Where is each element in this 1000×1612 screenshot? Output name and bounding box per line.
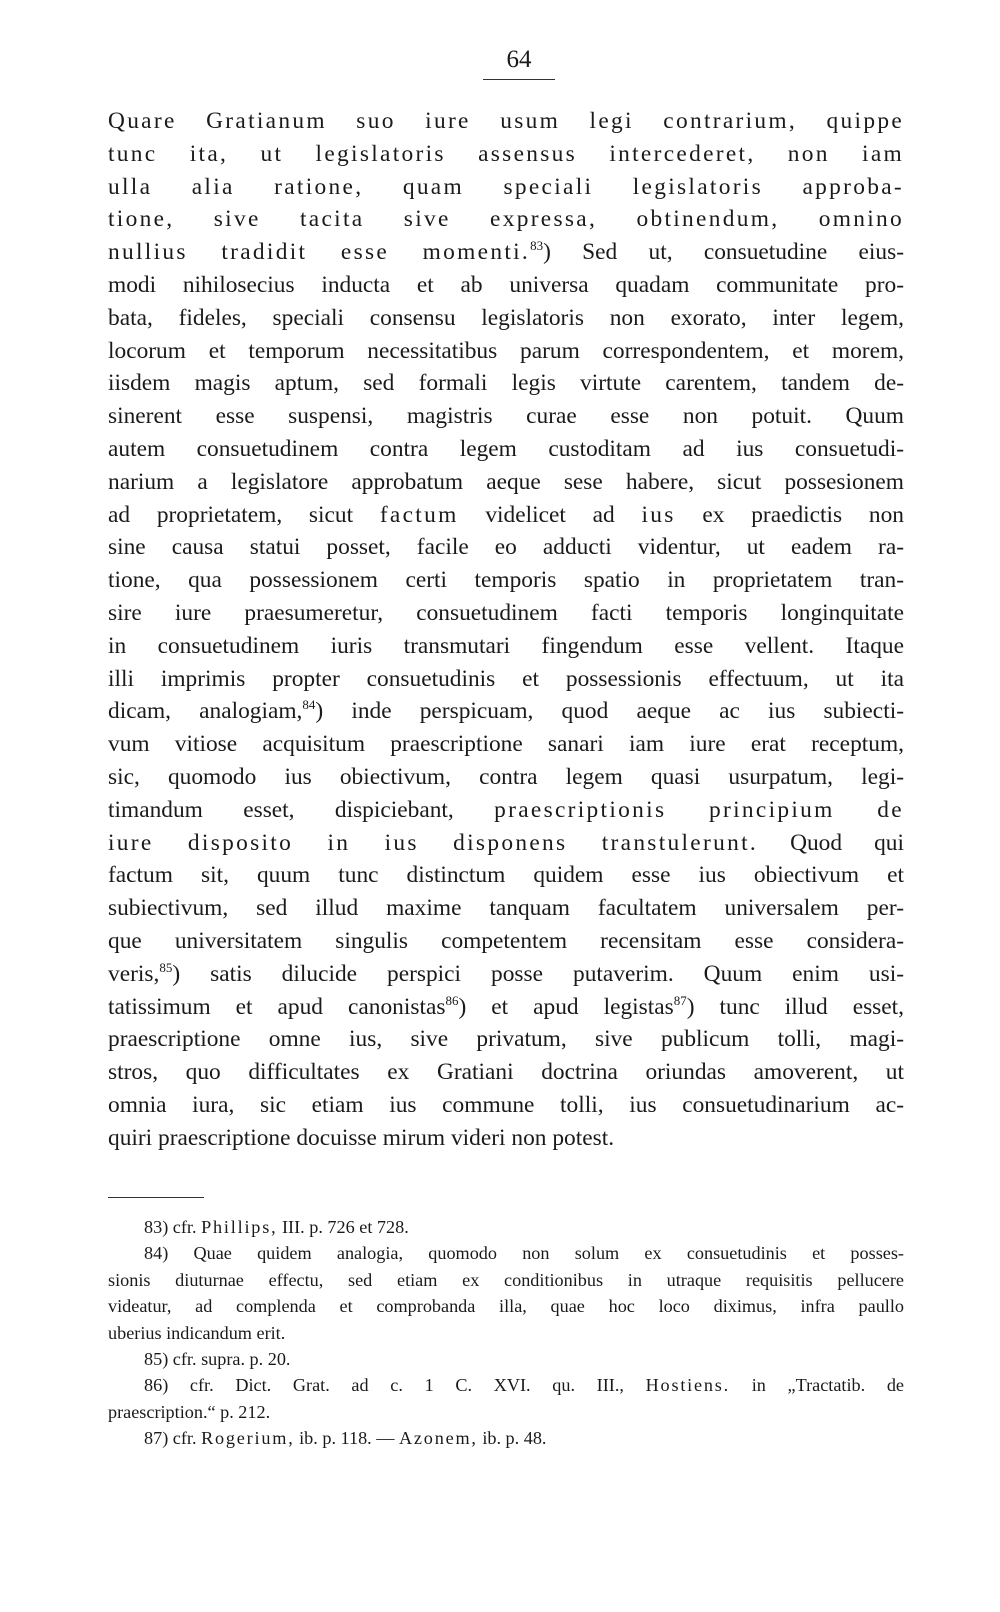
footnote-83 [108, 1214, 904, 1240]
text-line [108, 236, 904, 269]
text-line: in consuetudinem iuris transmutari fingendum esse vellent. Itaque [108, 632, 904, 659]
text-line: tunc ita, ut legislatoris assensus intercederet, non iam [108, 140, 904, 167]
text-line: modi nihilosecius inducta et ab universa quadam communitate pro- [108, 271, 904, 298]
text-line [108, 499, 904, 532]
text-line: autem consuetudinem contra legem custoditam ad ius consuetudi- [108, 435, 904, 462]
spaced-text: iure disposito in ius disponens transtulerunt. [108, 829, 759, 856]
page-number-rule [483, 79, 555, 80]
text-segment: ) et apud legistas [458, 993, 674, 1020]
footnote-line: sionis diuturnae effectu, sed etiam ex conditionibus in utraque requisitis pellucere [108, 1269, 904, 1290]
spaced-text: praescriptionis principium de [494, 796, 904, 823]
footnote-line: praescription.“ p. 212. [108, 1401, 271, 1422]
footnote-87 [108, 1425, 904, 1451]
text-line: subiectivum, sed illud maxime tanquam facultatem universalem per- [108, 895, 904, 922]
text-line [108, 695, 904, 728]
text-line: omnia iura, sic etiam ius commune tolli, ius consuetudinarium ac- [108, 1091, 904, 1118]
footnote-line: uberius indicandum erit. [108, 1322, 286, 1343]
page-number: 64 [506, 46, 532, 73]
text-segment: tatissimum et apud canonistas [108, 993, 446, 1020]
main-text [108, 105, 904, 1155]
footnote-85: 85) cfr. supra. p. 20. [144, 1348, 291, 1369]
text-segment: ) Sed ut, consuetudine eius- [543, 239, 904, 266]
text-segment: veris, [108, 960, 160, 987]
text-line: que universitatem singulis competentem recensitam esse considera- [108, 927, 904, 954]
text-segment: videlicet ad [485, 501, 615, 528]
text-segment: ) tunc illud esset, [686, 993, 905, 1020]
text-line: iisdem magis aptum, sed formali legis virtute carentem, tandem de- [108, 370, 904, 397]
text-line: sinerent esse suspensi, magistris curae esse non potuit. Quum [108, 403, 904, 430]
text-line: tione, sive tacita sive expressa, obtinendum, omnino [108, 206, 904, 233]
text-segment: dicam, analogiam, [108, 698, 303, 725]
spaced-text: Azonem, [399, 1428, 478, 1449]
text-segment: ib. p. 118. — [299, 1428, 395, 1449]
text-segment: ad proprietatem, sicut [108, 501, 354, 528]
text-segment: ) inde perspicuam, quod aeque ac ius subiecti- [315, 698, 904, 725]
text-segment: 83) cfr. [144, 1217, 197, 1237]
text-segment: ex praedictis non [702, 501, 904, 528]
footnote-ref-83[interactable]: 83 [530, 238, 544, 254]
text-segment: ib. p. 48. [482, 1428, 547, 1449]
text-line: factum sit, quum tunc distinctum quidem esse ius obiectivum et [108, 862, 904, 889]
text-segment: timandum esset, dispiciebant, [108, 796, 454, 823]
text-segment: 87) cfr. [144, 1428, 197, 1449]
text-line: praescriptione omne ius, sive privatum, sive publicum tolli, magi- [108, 1026, 904, 1053]
text-line: locorum et temporum necessitatibus parum correspondentem, et morem, [108, 337, 904, 364]
text-line [108, 958, 904, 991]
text-line: Quare Gratianum suo iure usum legi contrarium, quippe [108, 108, 904, 134]
text-line [108, 827, 904, 860]
text-line [108, 794, 904, 827]
text-line: illi imprimis propter consuetudinis et possessionis effectuum, ut ita [108, 665, 904, 692]
footnote-ref-85[interactable]: 85 [159, 959, 173, 975]
text-segment: III. p. 726 et 728. [281, 1217, 409, 1237]
footnotes [108, 1214, 904, 1452]
text-line: sine causa statui posset, facile eo adducti videntur, ut eadem ra- [108, 534, 904, 561]
footnote-ref-87[interactable]: 87 [673, 992, 687, 1008]
footnote-separator [108, 1197, 204, 1198]
text-line: ulla alia ratione, quam speciali legislatoris approba- [108, 173, 904, 200]
text-line: sic, quomodo ius obiectivum, contra legem quasi usurpatum, legi- [108, 763, 904, 790]
spaced-text: Phillips, [201, 1217, 278, 1237]
footnote-86 [108, 1372, 904, 1398]
footnote-ref-86[interactable]: 86 [445, 992, 459, 1008]
text-line: tione, qua possessionem certi temporis spatio in proprietatem tran- [108, 567, 904, 594]
footnote-line: videatur, ad complenda et comprobanda illa, quae hoc loco diximus, infra paullo [108, 1296, 904, 1317]
text-segment: ) satis dilucide perspici posse putaverim. Quum enim usi- [172, 960, 904, 987]
spaced-text: ius [641, 501, 676, 528]
text-line: quiri praescriptione docuisse mirum videri non potest. [108, 1124, 615, 1151]
text-segment: Quod qui [790, 829, 904, 856]
spaced-text: factum [379, 501, 459, 528]
text-line: sire iure praesumeretur, consuetudinem facti temporis longinquitate [108, 599, 904, 626]
text-line: bata, fideles, speciali consensu legislatoris non exorato, inter legem, [108, 304, 904, 331]
spaced-text: nullius tradidit esse momenti. [108, 239, 531, 266]
text-line: vum vitiose acquisitum praescriptione sanari iam iure erat receptum, [108, 731, 904, 758]
footnote-ref-84[interactable]: 84 [302, 697, 316, 713]
footnote-84: 84) Quae quidem analogia, quomodo non solum ex consuetudinis et posses- [144, 1243, 904, 1264]
text-segment: 86) cfr. Dict. Grat. ad c. 1 C. XVI. qu. III., [144, 1375, 624, 1396]
spaced-text: Hostiens. [645, 1375, 731, 1396]
text-line: stros, quo difficultates ex Gratiani doctrina oriundas amoverent, ut [108, 1059, 904, 1086]
text-segment: in „Tractatib. de [751, 1375, 905, 1396]
text-line [108, 991, 904, 1024]
text-line: narium a legislatore approbatum aeque sese habere, sicut possesionem [108, 468, 904, 495]
spaced-text: Rogerium, [201, 1428, 295, 1449]
